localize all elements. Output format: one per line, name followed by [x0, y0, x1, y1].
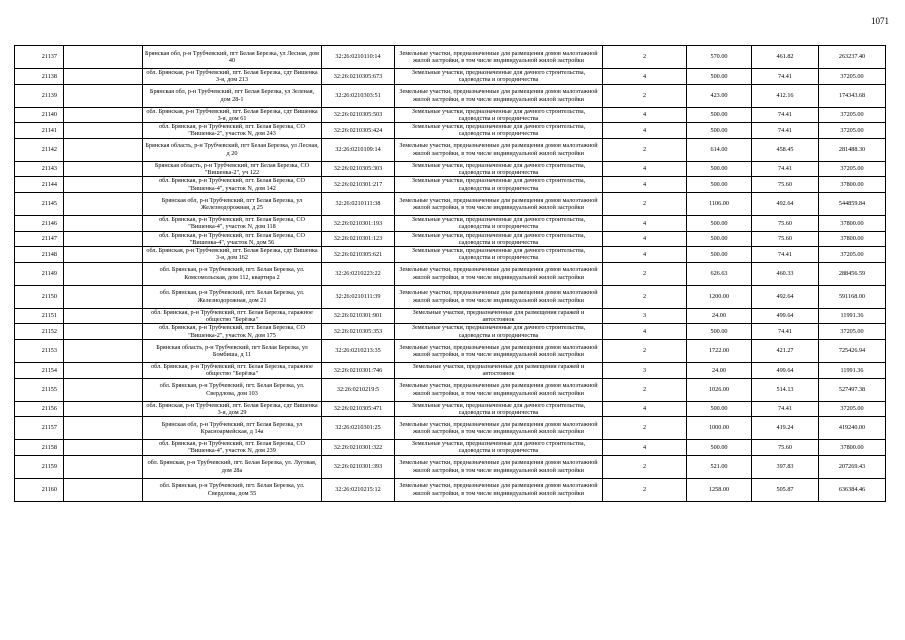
cell-address: обл. Брянская, р-н Трубчевский, пгт. Белая Березка, СО "Вишенка-2", участок N, дом 243: [143, 123, 322, 139]
cell-specific-value: 458.45: [752, 138, 819, 161]
cell-cadastral-number: 32:26:0210223:22: [322, 262, 395, 285]
cell-specific-value: 74.41: [752, 123, 819, 139]
cell-cadastral-value: 37205.00: [819, 324, 886, 340]
cell-use-group: 4: [603, 123, 687, 139]
table-row: [15, 440, 886, 456]
cell-record-id: 21142: [15, 138, 64, 161]
cell-blank: [64, 123, 143, 139]
cell-record-id: 21147: [15, 231, 64, 247]
cell-area: 500.00: [687, 247, 752, 263]
cell-specific-value: 74.41: [752, 69, 819, 85]
cell-specific-value: 492.64: [752, 285, 819, 308]
cell-cadastral-number: 32:26:0210301:217: [322, 177, 395, 193]
cell-record-id: 21160: [15, 478, 64, 501]
cell-land-use: Земельные участки, предназначенные для размещения домов малоэтажной жилой застройки, в том числе индивидуальной жилой застройки: [395, 262, 603, 285]
cell-land-use: Земельные участки, предназначенные для размещения гаражей и автостоянок: [395, 362, 603, 378]
table-row: [15, 262, 886, 285]
cell-land-use: Земельные участки, предназначенные для размещения домов малоэтажной жилой застройки, в том числе индивидуальной жилой застройки: [395, 378, 603, 401]
cell-specific-value: 74.41: [752, 161, 819, 177]
cell-record-id: 21158: [15, 440, 64, 456]
cell-land-use: Земельные участки, предназначенные для дачного строительства, садоводства и огородничества: [395, 247, 603, 263]
cell-cadastral-number: 32:26:0210305:471: [322, 401, 395, 417]
cell-specific-value: 397.83: [752, 455, 819, 478]
cell-cadastral-number: 32:26:0210305:303: [322, 161, 395, 177]
cell-cadastral-value: 11991.36: [819, 362, 886, 378]
cell-use-group: 3: [603, 362, 687, 378]
cell-use-group: 4: [603, 177, 687, 193]
cell-cadastral-value: 174343.68: [819, 84, 886, 107]
cell-address: обл. Брянская, р-н Трубчевский, пгт. Белая Березка, сдт Вишенка 3-я, дом 61: [143, 107, 322, 123]
cell-area: 614.00: [687, 138, 752, 161]
cell-address: Брянская обл, р-н Трубчевский, пгт Белая Березка, ул Железнодорожная, д 25: [143, 192, 322, 215]
cell-cadastral-number: 32:26:0210305:621: [322, 247, 395, 263]
cell-address: обл. Брянская, р-н Трубчевский, пгт. Белая Березка, ул. Луговая, дом 28а: [143, 455, 322, 478]
cell-use-group: 2: [603, 378, 687, 401]
cell-cadastral-value: 591168.00: [819, 285, 886, 308]
cell-area: 500.00: [687, 69, 752, 85]
cell-blank: [64, 231, 143, 247]
cell-land-use: Земельные участки, предназначенные для размещения домов малоэтажной жилой застройки, в том числе индивидуальной жилой застройки: [395, 285, 603, 308]
cell-blank: [64, 247, 143, 263]
cell-cadastral-number: 32:26:0210213:35: [322, 339, 395, 362]
cell-blank: [64, 478, 143, 501]
table-row: [15, 417, 886, 440]
cell-area: 1722.00: [687, 339, 752, 362]
cell-specific-value: 75.60: [752, 440, 819, 456]
cell-address: обл. Брянская, р-н Трубчевский, пгт. Белая Березка, гаражное общество "Берёзка": [143, 362, 322, 378]
cell-blank: [64, 440, 143, 456]
cell-address: Брянская область, р-н Трубчевский, пгт Белая Березка, ул Лесная, д 20: [143, 138, 322, 161]
cell-blank: [64, 362, 143, 378]
cell-record-id: 21151: [15, 308, 64, 324]
cell-specific-value: 74.41: [752, 324, 819, 340]
cell-address: обл. Брянская, р-н Трубчевский, пгт. Белая Березка, сдт Вишенка 3-я, дом 213: [143, 69, 322, 85]
cell-specific-value: 460.33: [752, 262, 819, 285]
cell-address: обл. Брянская, р-н Трубчевский, пгт. Белая Березка, ул. Свердлова, дом 55: [143, 478, 322, 501]
cell-use-group: 4: [603, 440, 687, 456]
cell-use-group: 4: [603, 247, 687, 263]
cell-blank: [64, 324, 143, 340]
cell-cadastral-number: 32:26:0210215:12: [322, 478, 395, 501]
cell-record-id: 21150: [15, 285, 64, 308]
cell-record-id: 21152: [15, 324, 64, 340]
cell-address: Брянская обл, р-н Трубчевский, пгт Белая Березка, ул Зеленая, дом 28-1: [143, 84, 322, 107]
cell-land-use: Земельные участки, предназначенные для размещения домов малоэтажной жилой застройки, в том числе индивидуальной жилой застройки: [395, 192, 603, 215]
cell-use-group: 2: [603, 84, 687, 107]
cell-blank: [64, 192, 143, 215]
cell-land-use: Земельные участки, предназначенные для дачного строительства, садоводства и огородничества: [395, 215, 603, 231]
cell-land-use: Земельные участки, предназначенные для дачного строительства, садоводства и огородничества: [395, 161, 603, 177]
cell-record-id: 21157: [15, 417, 64, 440]
cell-address: обл. Брянская, р-н Трубчевский, пгт. Белая Березка, СО "Вишенка-2", участок N, дом 175: [143, 324, 322, 340]
cell-blank: [64, 308, 143, 324]
cell-area: 500.00: [687, 123, 752, 139]
cell-address: Брянская обл, р-н Трубчевский, пгт Белая Березка, ул Лесная, дом 40: [143, 46, 322, 69]
cell-record-id: 21156: [15, 401, 64, 417]
table-row: [15, 84, 886, 107]
cell-cadastral-number: 32:26:0210301:746: [322, 362, 395, 378]
cell-specific-value: 514.13: [752, 378, 819, 401]
cell-area: 1000.00: [687, 417, 752, 440]
cell-record-id: 21159: [15, 455, 64, 478]
cell-use-group: 3: [603, 308, 687, 324]
cell-specific-value: 499.64: [752, 308, 819, 324]
cell-blank: [64, 177, 143, 193]
cell-cadastral-value: 288456.59: [819, 262, 886, 285]
cell-cadastral-value: 11991.36: [819, 308, 886, 324]
cell-cadastral-value: 636384.46: [819, 478, 886, 501]
cell-land-use: Земельные участки, предназначенные для размещения домов малоэтажной жилой застройки, в том числе индивидуальной жилой застройки: [395, 455, 603, 478]
cell-specific-value: 412.16: [752, 84, 819, 107]
cell-address: обл. Брянская, р-н Трубчевский, пгт. Белая Березка, СО "Вишенка-4", участок N, дом 142: [143, 177, 322, 193]
cell-land-use: Земельные участки, предназначенные для дачного строительства, садоводства и огородничества: [395, 177, 603, 193]
cell-record-id: 21138: [15, 69, 64, 85]
cell-specific-value: 505.87: [752, 478, 819, 501]
cell-blank: [64, 46, 143, 69]
cell-cadastral-number: 32:26:0210110:14: [322, 46, 395, 69]
cell-use-group: 2: [603, 417, 687, 440]
cell-cadastral-number: 32:26:0210219:5: [322, 378, 395, 401]
table-row: [15, 46, 886, 69]
cell-use-group: 4: [603, 401, 687, 417]
cell-record-id: 21148: [15, 247, 64, 263]
cell-cadastral-value: 544859.84: [819, 192, 886, 215]
cell-land-use: Земельные участки, предназначенные для дачного строительства, садоводства и огородничества: [395, 123, 603, 139]
cell-record-id: 21146: [15, 215, 64, 231]
cell-specific-value: 75.60: [752, 177, 819, 193]
cell-cadastral-value: 281488.30: [819, 138, 886, 161]
table-row: [15, 455, 886, 478]
cell-cadastral-value: 37800.00: [819, 215, 886, 231]
cell-address: Брянская обл, р-н Трубчевский, пгт Белая Березка, ул Красноармейская, д 14а: [143, 417, 322, 440]
cell-use-group: 4: [603, 69, 687, 85]
cell-cadastral-number: 32:26:0210111:39: [322, 285, 395, 308]
cell-cadastral-number: 32:26:0210301:393: [322, 455, 395, 478]
cell-record-id: 21140: [15, 107, 64, 123]
table-row: [15, 378, 886, 401]
cell-address: обл. Брянская, р-н Трубчевский, пгт. Белая Березка, сдт Вишенка 3-я, дом 29: [143, 401, 322, 417]
cell-area: 500.00: [687, 215, 752, 231]
table-row: [15, 123, 886, 139]
cell-area: 521.00: [687, 455, 752, 478]
cell-land-use: Земельные участки, предназначенные для дачного строительства, садоводства и огородничества: [395, 69, 603, 85]
cell-cadastral-value: 263237.40: [819, 46, 886, 69]
cell-area: 500.00: [687, 161, 752, 177]
cell-cadastral-number: 32:26:0210301:322: [322, 440, 395, 456]
cell-cadastral-value: 37800.00: [819, 440, 886, 456]
cell-blank: [64, 107, 143, 123]
cell-specific-value: 75.60: [752, 231, 819, 247]
cell-blank: [64, 339, 143, 362]
cell-land-use: Земельные участки, предназначенные для размещения домов малоэтажной жилой застройки, в том числе индивидуальной жилой застройки: [395, 84, 603, 107]
cell-specific-value: 492.64: [752, 192, 819, 215]
cell-blank: [64, 455, 143, 478]
cell-cadastral-value: 37205.00: [819, 123, 886, 139]
cell-address: обл. Брянская, р-н Трубчевский, пгт. Белая Березка, сдт Вишенка 3-я, дом 162: [143, 247, 322, 263]
cell-blank: [64, 84, 143, 107]
cell-address: Брянская область, р-н Трубчевский, пгт Белая Березка, ул Бомбиша, д 11: [143, 339, 322, 362]
cell-land-use: Земельные участки, предназначенные для дачного строительства, садоводства и огородничества: [395, 324, 603, 340]
cell-cadastral-number: 32:26:0210305:424: [322, 123, 395, 139]
cell-land-use: Земельные участки, предназначенные для дачного строительства, садоводства и огородничества: [395, 440, 603, 456]
cell-specific-value: 499.64: [752, 362, 819, 378]
cell-cadastral-value: 37800.00: [819, 231, 886, 247]
table-row: [15, 324, 886, 340]
cell-specific-value: 74.41: [752, 401, 819, 417]
cell-use-group: 2: [603, 478, 687, 501]
cadastral-value-table: [14, 45, 886, 502]
cell-cadastral-number: 32:26:0210305:353: [322, 324, 395, 340]
cell-address: обл. Брянская, р-н Трубчевский, пгт. Белая Березка, ул. Железнодорожная, дом 21: [143, 285, 322, 308]
cell-area: 500.00: [687, 401, 752, 417]
cell-area: 626.63: [687, 262, 752, 285]
table-row: [15, 69, 886, 85]
cell-record-id: 21149: [15, 262, 64, 285]
table-row: [15, 285, 886, 308]
cell-cadastral-number: 32:26:0210305:673: [322, 69, 395, 85]
cell-blank: [64, 417, 143, 440]
table-row: [15, 138, 886, 161]
cell-land-use: Земельные участки, предназначенные для дачного строительства, садоводства и огородничества: [395, 401, 603, 417]
cell-area: 1200.00: [687, 285, 752, 308]
cell-blank: [64, 378, 143, 401]
cell-use-group: 2: [603, 46, 687, 69]
table-row: [15, 339, 886, 362]
table-row: [15, 308, 886, 324]
cell-specific-value: 419.24: [752, 417, 819, 440]
cell-cadastral-number: 32:26:0210109:14: [322, 138, 395, 161]
cell-use-group: 2: [603, 192, 687, 215]
cell-cadastral-number: 32:26:0210301:193: [322, 215, 395, 231]
cell-cadastral-number: 32:26:0210301:25: [322, 417, 395, 440]
cell-cadastral-value: 37800.00: [819, 177, 886, 193]
table-row: [15, 247, 886, 263]
cell-land-use: Земельные участки, предназначенные для размещения домов малоэтажной жилой застройки, в том числе индивидуальной жилой застройки: [395, 339, 603, 362]
cell-blank: [64, 69, 143, 85]
cell-land-use: Земельные участки, предназначенные для размещения домов малоэтажной жилой застройки, в том числе индивидуальной жилой застройки: [395, 478, 603, 501]
cell-area: 24.00: [687, 308, 752, 324]
cell-address: обл. Брянская, р-н Трубчевский, пгт. Белая Березка, СО "Вишенка-4", участок N, дом 239: [143, 440, 322, 456]
cell-record-id: 21155: [15, 378, 64, 401]
cell-land-use: Земельные участки, предназначенные для дачного строительства, садоводства и огородничества: [395, 231, 603, 247]
cell-specific-value: 74.41: [752, 247, 819, 263]
cell-area: 500.00: [687, 107, 752, 123]
cell-address: обл. Брянская, р-н Трубчевский, пгт. Белая Березка, СО "Вишенка-4", участок N, дом 56: [143, 231, 322, 247]
cell-land-use: Земельные участки, предназначенные для размещения домов малоэтажной жилой застройки, в том числе индивидуальной жилой застройки: [395, 417, 603, 440]
cell-cadastral-value: 37205.00: [819, 247, 886, 263]
cell-cadastral-value: 37205.00: [819, 107, 886, 123]
cell-area: 24.00: [687, 362, 752, 378]
cell-use-group: 2: [603, 339, 687, 362]
cell-area: 500.00: [687, 231, 752, 247]
cell-land-use: Земельные участки, предназначенные для размещения домов малоэтажной жилой застройки, в том числе индивидуальной жилой застройки: [395, 46, 603, 69]
cell-cadastral-number: 32:26:0210305:503: [322, 107, 395, 123]
table-row: [15, 362, 886, 378]
cell-address: обл. Брянская, р-н Трубчевский, пгт. Белая Березка, гаражное общество "Берёзка": [143, 308, 322, 324]
cell-cadastral-value: 207269.43: [819, 455, 886, 478]
cell-area: 570.00: [687, 46, 752, 69]
cell-address: Брянская область, р-н Трубчевский, пгт Белая Березка, СО "Вишенка-2", уч 122: [143, 161, 322, 177]
table-row: [15, 107, 886, 123]
cell-cadastral-number: 32:26:0210301:901: [322, 308, 395, 324]
table-row: [15, 401, 886, 417]
table-row: [15, 231, 886, 247]
cell-cadastral-value: 37205.00: [819, 161, 886, 177]
cell-specific-value: 75.60: [752, 215, 819, 231]
cell-use-group: 4: [603, 215, 687, 231]
cell-specific-value: 421.27: [752, 339, 819, 362]
cell-cadastral-value: 37205.00: [819, 401, 886, 417]
table-row: [15, 177, 886, 193]
cell-blank: [64, 161, 143, 177]
cell-use-group: 4: [603, 324, 687, 340]
table-body: [15, 46, 886, 502]
cell-land-use: Земельные участки, предназначенные для размещения гаражей и автостоянок: [395, 308, 603, 324]
cell-use-group: 4: [603, 231, 687, 247]
cell-use-group: 2: [603, 285, 687, 308]
cell-area: 500.00: [687, 324, 752, 340]
cell-blank: [64, 138, 143, 161]
table-row: [15, 161, 886, 177]
cell-area: 423.00: [687, 84, 752, 107]
cell-record-id: 21139: [15, 84, 64, 107]
cell-use-group: 2: [603, 455, 687, 478]
cell-cadastral-value: 419240.00: [819, 417, 886, 440]
cell-blank: [64, 215, 143, 231]
cell-address: обл. Брянская, р-н Трубчевский, пгт. Белая Березка, ул. Свердлова, дом 103: [143, 378, 322, 401]
cell-land-use: Земельные участки, предназначенные для дачного строительства, садоводства и огородничества: [395, 107, 603, 123]
cell-use-group: 2: [603, 262, 687, 285]
cell-cadastral-number: 32:26:0210111:38: [322, 192, 395, 215]
cell-blank: [64, 262, 143, 285]
table-row: [15, 215, 886, 231]
cell-area: 1258.00: [687, 478, 752, 501]
cell-use-group: 2: [603, 138, 687, 161]
table-row: [15, 192, 886, 215]
cell-cadastral-number: 32:26:0210301:123: [322, 231, 395, 247]
cell-cadastral-value: 37205.00: [819, 69, 886, 85]
cell-record-id: 21144: [15, 177, 64, 193]
cell-cadastral-number: 32:26:0210303:51: [322, 84, 395, 107]
cell-address: обл. Брянская, р-н Трубчевский, пгт. Белая Березка, СО "Вишенка-4", участок N, дом 118: [143, 215, 322, 231]
cell-record-id: 21153: [15, 339, 64, 362]
table-row: [15, 478, 886, 501]
cell-use-group: 4: [603, 107, 687, 123]
cell-area: 500.00: [687, 177, 752, 193]
cell-area: 500.00: [687, 440, 752, 456]
cell-blank: [64, 401, 143, 417]
cell-cadastral-value: 725426.94: [819, 339, 886, 362]
cell-cadastral-value: 527497.38: [819, 378, 886, 401]
cell-specific-value: 74.41: [752, 107, 819, 123]
cell-blank: [64, 285, 143, 308]
cell-area: 1026.00: [687, 378, 752, 401]
cell-record-id: 21145: [15, 192, 64, 215]
cell-area: 1106.00: [687, 192, 752, 215]
cell-record-id: 21141: [15, 123, 64, 139]
page-number: 1071: [871, 16, 889, 26]
cell-record-id: 21154: [15, 362, 64, 378]
cell-record-id: 21137: [15, 46, 64, 69]
cell-land-use: Земельные участки, предназначенные для размещения домов малоэтажной жилой застройки, в том числе индивидуальной жилой застройки: [395, 138, 603, 161]
cell-address: обл. Брянская, р-н Трубчевский, пгт. Белая Березка, ул. Комсомольская, дом 112, квартира 2: [143, 262, 322, 285]
cell-specific-value: 461.82: [752, 46, 819, 69]
cell-use-group: 4: [603, 161, 687, 177]
cell-record-id: 21143: [15, 161, 64, 177]
